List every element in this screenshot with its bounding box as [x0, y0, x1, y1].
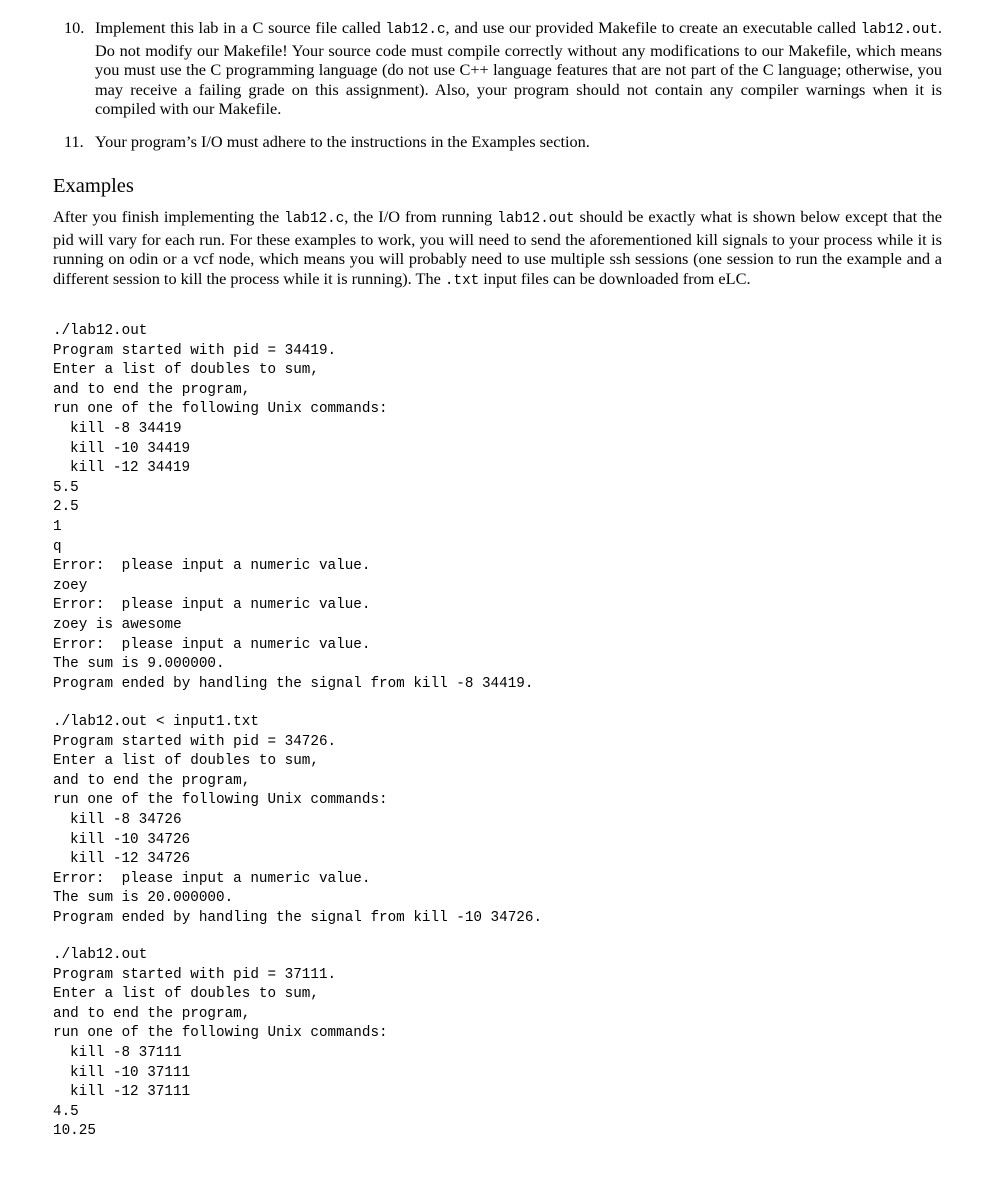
item-number: 10. [64, 18, 85, 37]
terminal-line: kill -12 34726 [70, 851, 191, 868]
terminal-line: kill -10 34726 [70, 831, 191, 848]
terminal-line: Enter a list of doubles to sum, [53, 362, 319, 379]
terminal-line: The sum is 20.000000. [53, 890, 234, 907]
terminal-line: Error: please input a numeric value. [53, 636, 371, 653]
terminal-line: Enter a list of doubles to sum, [53, 753, 319, 770]
terminal-line: 2.5 [53, 499, 79, 516]
item-text [95, 132, 942, 152]
text-segment: . Do not modify our Makefile! Your source code must compile correctly without any modifications to our Makefile, which means you must use the C programming language (do not use C++ language features that are not part of the C language; otherwise, you may receive a failing grade on this assignment). Also, your program should not contain any compiler warnings when it is compiled with our Makefile. [95, 18, 942, 118]
terminal-line: Enter a list of doubles to sum, [53, 986, 319, 1003]
terminal-line: 5.5 [53, 479, 79, 496]
terminal-line: Program started with pid = 37111. [53, 966, 337, 983]
terminal-line: zoey is awesome [53, 616, 182, 633]
terminal-line: Program ended by handling the signal from kill -10 34726. [53, 909, 543, 926]
text-segment: After you finish implementing the [53, 207, 285, 226]
terminal-line: kill -12 37111 [70, 1084, 191, 1101]
terminal-line: 10.25 [53, 1123, 96, 1140]
terminal-line: and to end the program, [53, 772, 251, 789]
terminal-line: 1 [53, 518, 62, 535]
code-segment: lab12.out [497, 211, 575, 227]
terminal-line: ./lab12.out < input1.txt [53, 714, 259, 730]
text-segment: Implement this lab in a C source file called [95, 18, 386, 37]
terminal-line: q [53, 538, 62, 555]
text-segment: should be exactly what is shown below except that the pid will vary for each run. For these examples to work, you will need to send the aforementioned kill signals to your process while it is running on odin or a vcf node, which means you will probably need to use multiple ssh sessions (one session to run the example and a different session to kill the process while it is running). The [53, 207, 942, 288]
terminal-line: Program started with pid = 34419. [53, 342, 337, 359]
terminal-example-3 [53, 946, 388, 1142]
terminal-line: Error: please input a numeric value. [53, 597, 371, 614]
terminal-line: Program started with pid = 34726. [53, 733, 337, 750]
terminal-line: Program ended by handling the signal from kill -8 34419. [53, 675, 534, 692]
terminal-line: run one of the following Unix commands: [53, 792, 388, 809]
terminal-line: 4.5 [53, 1103, 79, 1120]
terminal-line: Error: please input a numeric value. [53, 870, 371, 887]
code-segment: .txt [444, 272, 480, 289]
list-item [0, 18, 1001, 119]
instruction-list [0, 18, 1001, 151]
terminal-example-1 [53, 322, 533, 694]
code-segment: lab12.c [385, 22, 446, 38]
text-segment: , the I/O from running [344, 207, 498, 226]
list-item [0, 132, 1001, 152]
examples-paragraph [53, 207, 942, 291]
terminal-line: The sum is 9.000000. [53, 656, 225, 673]
text-segment: Your program’s I/O must adhere to the instructions in the Examples section. [95, 131, 590, 151]
terminal-line: run one of the following Unix commands: [53, 401, 388, 418]
terminal-line: kill -12 34419 [70, 460, 191, 477]
terminal-example-2 [53, 713, 542, 929]
item-number: 11. [64, 131, 84, 151]
terminal-line: run one of the following Unix commands: [53, 1025, 388, 1042]
terminal-line: kill -8 37111 [70, 1044, 182, 1061]
terminal-line: and to end the program, [53, 1005, 251, 1022]
section-heading: Examples [53, 175, 134, 197]
code-segment: lab12.out [860, 22, 938, 38]
terminal-line: Error: please input a numeric value. [53, 558, 371, 575]
terminal-line: ./lab12.out [53, 947, 148, 963]
item-text [95, 18, 942, 119]
terminal-line: kill -10 37111 [70, 1064, 191, 1081]
terminal-line: ./lab12.out [53, 323, 148, 339]
terminal-line: kill -8 34726 [70, 811, 182, 828]
text-segment: input files can be downloaded from eLC. [479, 268, 751, 288]
terminal-line: and to end the program, [53, 381, 251, 398]
text-segment: , and use our provided Makefile to create an executable called [445, 18, 861, 37]
code-segment: lab12.c [284, 211, 345, 227]
terminal-line: kill -8 34419 [70, 420, 182, 437]
terminal-line: zoey [53, 577, 88, 594]
terminal-line: kill -10 34419 [70, 440, 191, 457]
